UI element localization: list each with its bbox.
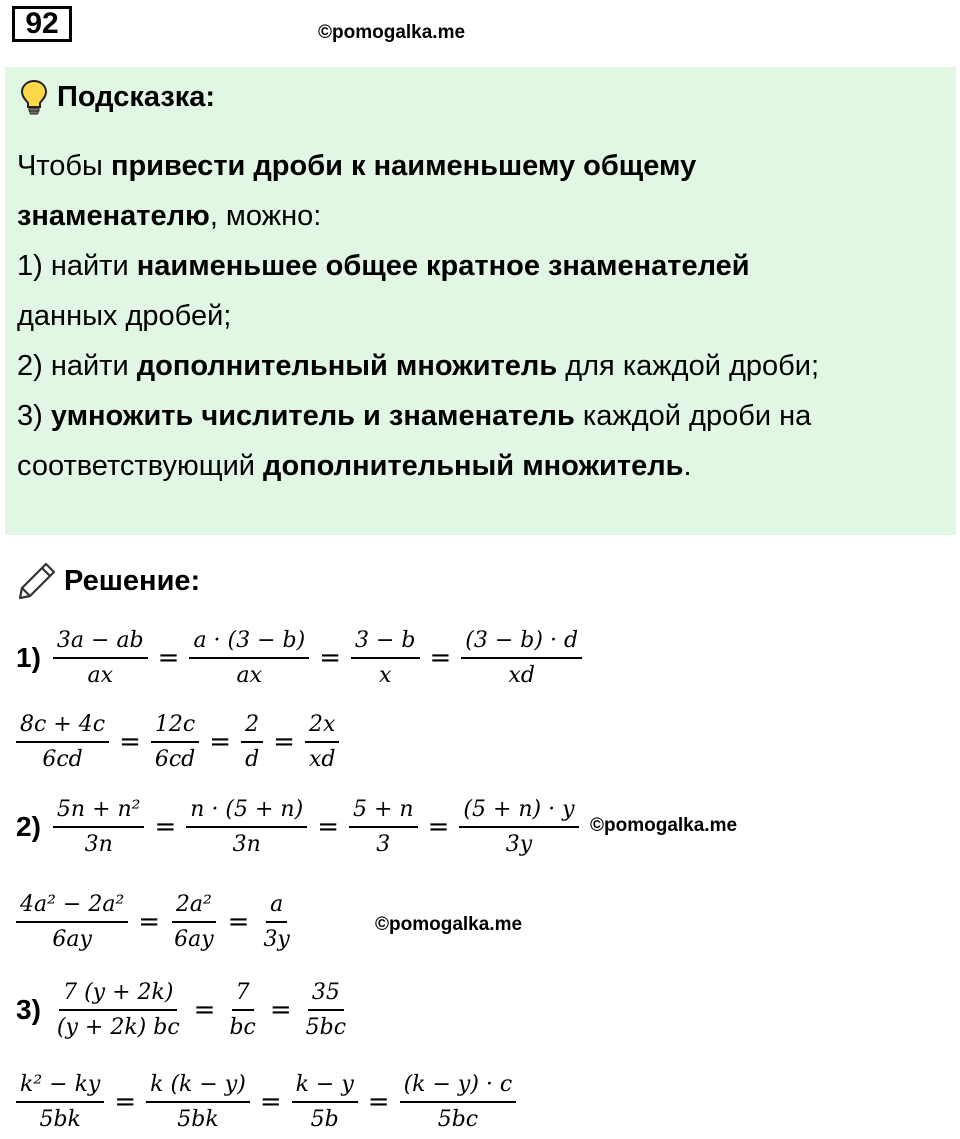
numerator: 4a² − 2a² bbox=[16, 892, 128, 923]
equals-sign: = bbox=[138, 907, 161, 937]
numerator: (5 + n) · y bbox=[459, 797, 578, 828]
solution-title: Решение: bbox=[64, 564, 201, 597]
hint-bold-text: дополнительный множитель bbox=[136, 350, 558, 382]
fraction bbox=[351, 628, 420, 688]
hint-text-segment: . bbox=[683, 450, 692, 482]
numerator: k² − ky bbox=[16, 1072, 104, 1103]
numerator: 12c bbox=[151, 712, 199, 743]
numerator: 7 (y + 2k) bbox=[59, 980, 177, 1011]
hint-line bbox=[17, 241, 937, 291]
fraction bbox=[186, 797, 307, 857]
fraction bbox=[189, 628, 309, 688]
task-number: 92 bbox=[12, 6, 72, 42]
hint-line bbox=[17, 341, 937, 391]
fraction bbox=[170, 892, 218, 952]
fraction bbox=[225, 980, 259, 1040]
hint-text-segment: , можно: bbox=[209, 200, 322, 232]
numerator: 2 bbox=[241, 712, 263, 743]
numerator: 5 + n bbox=[349, 797, 418, 828]
lightbulb-icon bbox=[19, 79, 49, 115]
equation-row bbox=[16, 980, 350, 1040]
fraction bbox=[461, 628, 582, 688]
denominator: 3n bbox=[84, 832, 113, 857]
numerator: 35 bbox=[308, 980, 344, 1011]
numerator: (3 − b) · d bbox=[461, 628, 582, 659]
equals-sign: = bbox=[157, 643, 180, 673]
equals-sign: = bbox=[259, 1087, 282, 1117]
equals-sign: = bbox=[317, 812, 339, 842]
hint-line bbox=[17, 141, 937, 191]
fraction bbox=[16, 1072, 104, 1132]
denominator: 6ay bbox=[174, 927, 214, 952]
numerator: 7 bbox=[232, 980, 254, 1011]
numerator: 3a − ab bbox=[53, 628, 148, 659]
equals-sign: = bbox=[273, 727, 295, 757]
hint-line bbox=[17, 391, 937, 441]
hint-header bbox=[19, 79, 215, 115]
equals-sign: = bbox=[119, 727, 141, 757]
fraction bbox=[151, 712, 199, 772]
equals-sign: = bbox=[193, 995, 216, 1025]
hint-title: Подсказка: bbox=[57, 80, 216, 113]
equals-sign: = bbox=[209, 727, 232, 757]
numerator: (k − y) · c bbox=[400, 1072, 517, 1103]
equals-sign: = bbox=[427, 812, 450, 842]
equation-row bbox=[16, 712, 339, 772]
denominator: xd bbox=[508, 663, 535, 688]
numerator: a · (3 − b) bbox=[189, 628, 309, 659]
denominator: 5bc bbox=[305, 1015, 347, 1040]
denominator: (y + 2k) bc bbox=[56, 1015, 180, 1040]
numerator: 5n + n² bbox=[53, 797, 145, 828]
denominator: 6cd bbox=[154, 747, 196, 772]
equals-sign: = bbox=[114, 1087, 137, 1117]
denominator: 5b bbox=[310, 1107, 339, 1132]
fraction bbox=[16, 712, 109, 772]
hint-bold-text: умножить числитель и знаменатель bbox=[50, 400, 575, 432]
numerator: k (k − y) bbox=[146, 1072, 250, 1103]
denominator: ax bbox=[236, 663, 263, 688]
fraction bbox=[53, 628, 148, 688]
equals-sign: = bbox=[154, 812, 177, 842]
fraction bbox=[146, 1072, 250, 1132]
fraction bbox=[305, 712, 340, 772]
equals-sign: = bbox=[269, 995, 292, 1025]
watermark-lower: ©pomogalka.me bbox=[375, 914, 523, 935]
item-number: 2) bbox=[16, 811, 41, 842]
equation-row bbox=[16, 1072, 516, 1132]
fraction bbox=[53, 797, 145, 857]
hint-text-segment: 2) найти bbox=[17, 350, 137, 382]
numerator: 2x bbox=[305, 712, 339, 743]
fraction bbox=[241, 712, 263, 772]
fraction bbox=[400, 1072, 517, 1132]
numerator: a bbox=[266, 892, 287, 923]
hint-text-segment: 1) найти bbox=[17, 250, 137, 282]
denominator: 5bk bbox=[177, 1107, 219, 1132]
equation-row bbox=[16, 797, 579, 857]
hint-line bbox=[17, 441, 937, 491]
denominator: 6cd bbox=[42, 747, 83, 772]
denominator: bc bbox=[229, 1015, 256, 1040]
fraction bbox=[302, 980, 350, 1040]
fraction bbox=[292, 1072, 358, 1132]
denominator: x bbox=[379, 663, 392, 688]
watermark-top: ©pomogalka.me bbox=[318, 22, 466, 43]
hint-text-segment: каждой дроби на bbox=[574, 400, 812, 432]
equals-sign: = bbox=[367, 1087, 390, 1117]
numerator: 3 − b bbox=[351, 628, 420, 659]
hint-line bbox=[17, 291, 937, 341]
denominator: 3 bbox=[376, 832, 391, 857]
denominator: xd bbox=[308, 747, 336, 772]
denominator: 6ay bbox=[52, 927, 92, 952]
fraction bbox=[16, 892, 128, 952]
denominator: d bbox=[245, 747, 260, 772]
watermark-middle: ©pomogalka.me bbox=[590, 815, 738, 836]
denominator: 3n bbox=[232, 832, 261, 857]
hint-text-segment: для каждой дроби; bbox=[557, 350, 820, 382]
numerator: 2a² bbox=[172, 892, 216, 923]
hint-text-segment: 3) bbox=[17, 400, 51, 432]
denominator: 3y bbox=[263, 927, 290, 952]
fraction bbox=[53, 980, 184, 1040]
equation-row bbox=[16, 892, 294, 952]
item-number: 1) bbox=[16, 642, 41, 673]
numerator: n · (5 + n) bbox=[186, 797, 307, 828]
pencil-icon bbox=[16, 560, 58, 602]
denominator: 5bc bbox=[437, 1107, 479, 1132]
hint-line bbox=[17, 191, 937, 241]
hint-text-segment: Чтобы bbox=[17, 150, 111, 182]
hint-bold-text: наименьшее общее кратное знаменателей bbox=[136, 250, 750, 282]
hint-bold-text: привести дроби к наименьшему общему bbox=[110, 150, 697, 182]
solution-header bbox=[16, 560, 200, 602]
numerator: k − y bbox=[292, 1072, 358, 1103]
fraction bbox=[459, 797, 578, 857]
hint-bold-text: дополнительный множитель bbox=[263, 450, 684, 482]
hint-box bbox=[5, 67, 956, 535]
hint-text bbox=[17, 141, 937, 491]
item-number: 3) bbox=[16, 994, 41, 1025]
fraction bbox=[259, 892, 293, 952]
hint-text-segment: данных дробей; bbox=[17, 300, 232, 332]
denominator: ax bbox=[87, 663, 114, 688]
equals-sign: = bbox=[227, 907, 250, 937]
denominator: 3y bbox=[505, 832, 533, 857]
denominator: 5bk bbox=[39, 1107, 81, 1132]
equals-sign: = bbox=[319, 643, 341, 673]
numerator: 8c + 4c bbox=[16, 712, 109, 743]
equation-row bbox=[16, 628, 582, 688]
hint-bold-text: знаменателю bbox=[17, 200, 210, 232]
hint-text-segment: соответствующий bbox=[17, 450, 264, 482]
equals-sign: = bbox=[429, 643, 452, 673]
fraction bbox=[349, 797, 418, 857]
